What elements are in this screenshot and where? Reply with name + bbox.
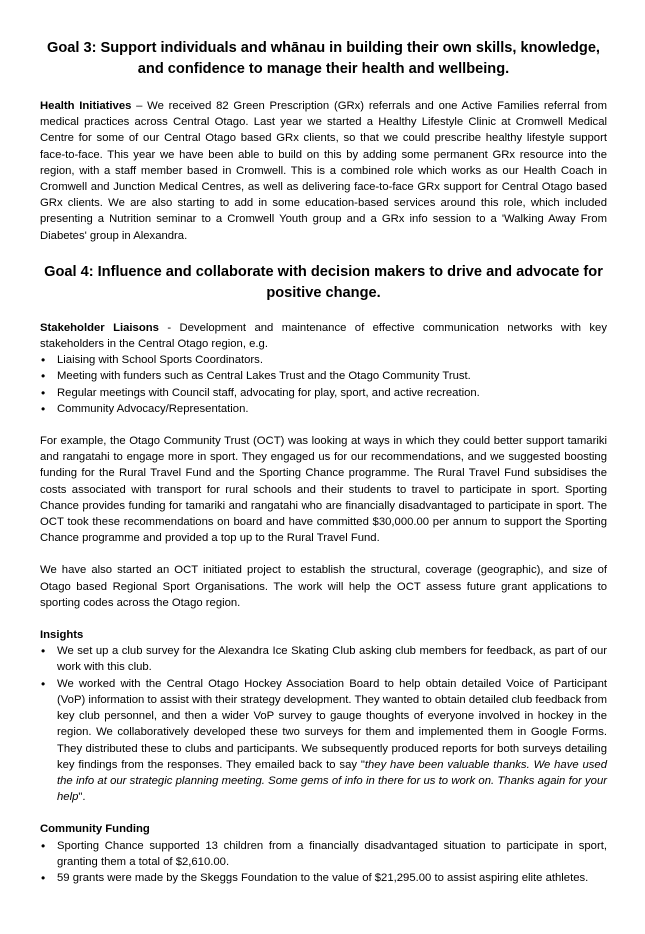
insights-heading: Insights xyxy=(40,629,84,642)
goal4-heading xyxy=(40,262,607,304)
health-initiatives-paragraph xyxy=(40,98,607,244)
insights-bullet2-text: We worked with the Central Otago Hockey Association Board to help obtain detailed Voice of Participant (VoP) information to assist with their strategy development. They wanted to obtain detailed club feedback from key club personnel, and then a wider VoP survey to gauge thoughts of everyone involved in hockey in the region. We collaboratively developed these two surveys for them and implemented them in Google Forms. They distributed these to clubs and participants. We subsequently produced reports for both surveys detailing key findings from the responses. They emailed back to say " xyxy=(57,677,607,771)
stakeholder-paragraph xyxy=(40,320,607,352)
community-funding-heading: Community Funding xyxy=(40,823,150,836)
community-funding-list xyxy=(40,838,607,887)
goal3-heading xyxy=(40,38,607,80)
list-item: • Meeting with funders such as Central Lakes Trust and the Otago Community Trust. xyxy=(40,368,607,384)
stakeholder-label: Stakeholder Liaisons xyxy=(40,321,159,334)
health-initiatives-label: Health Initiatives xyxy=(40,100,132,112)
stakeholder-text: - Development and maintenance of effective communication networks with key stakeholders in the Central Otago region, e.g. xyxy=(40,321,607,351)
insights-quote: they have been valuable thanks. We have used the info at our strategic planning meeting. Some gems of info in there for us to work on. Thanks again for your help xyxy=(57,758,607,804)
oct-project-paragraph: We have also started an OCT initiated project to establish the structural, coverage (geographic), and size of Otago based Regional Sport Organisations. The work will help the OCT assess future grant applications to sporting codes across the Otago region. xyxy=(40,564,607,609)
list-item: • Regular meetings with Council staff, advocating for play, sport, and active recreation. xyxy=(40,385,607,401)
goal3-heading-line1: Goal 3: Support individuals and whānau in building their own skills, knowledge, xyxy=(47,40,600,56)
oct-paragraph: For example, the Otago Community Trust (OCT) was looking at ways in which they could better support tamariki and rangatahi to engage more in sport. They engaged us for our recommendations, and we suggested boosting funding for the Rural Travel Fund and the Sporting Chance programme. The Rural Travel Fund subsidises the costs associated with transport for rural schools and their students to travel to participate in sport. Sporting Chance provides funding for tamariki and rangatahi who are financially disadvantaged to participate in sport. The OCT took these recommendations on board and have committed $30,000.00 per annum to support the Sporting Chance programme and provided a top up to the Rural Travel Fund. xyxy=(40,435,607,545)
goal4-heading-line1: Goal 4: Influence and collaborate with decision makers to drive and advocate for xyxy=(44,263,603,280)
insights-list xyxy=(40,643,607,805)
stakeholder-list xyxy=(40,352,607,417)
insights-bullet2-end: ". xyxy=(78,791,86,804)
list-item: • We set up a club survey for the Alexandra Ice Skating Club asking club members for feedback, as part of our work with this club. xyxy=(40,643,607,675)
list-item xyxy=(40,676,607,806)
list-item: • Liaising with School Sports Coordinators. xyxy=(40,352,607,368)
document-page xyxy=(40,38,607,886)
list-item: • 59 grants were made by the Skeggs Foundation to the value of $21,295.00 to assist aspiring elite athletes. xyxy=(40,870,607,886)
list-item: • Sporting Chance supported 13 children from a financially disadvantaged situation to participate in sport, granting them a total of $2,610.00. xyxy=(40,838,607,870)
goal4-heading-line2: positive change. xyxy=(266,284,381,301)
health-initiatives-text: – We received 82 Green Prescription (GRx) referrals and one Active Families referral from medical practices across Central Otago. Last year we started a Healthy Lifestyle Clinic at Cromwell Medical Centre for some of our Central Otago based GRx clients, so that we could prescribe healthy lifestyle support face-to-face. This year we have been able to build on this by adding some permanent GRx resource into the region, with a staff member based in Cromwell. This is a combined role which works as our Health Coach in Cromwell and Junction Medical Centres, as well as delivering face-to-face GRx support for Central Otago based GRx clients. We are also starting to add in some education-based services around this role, which included presenting a Nutrition seminar to a Cromwell Youth group and a GRx info session to a 'Walking Away From Diabetes' group in Alexandra. xyxy=(40,100,607,242)
list-item: • Community Advocacy/Representation. xyxy=(40,401,607,417)
goal3-heading-line2: and confidence to manage their health and wellbeing. xyxy=(137,61,510,77)
